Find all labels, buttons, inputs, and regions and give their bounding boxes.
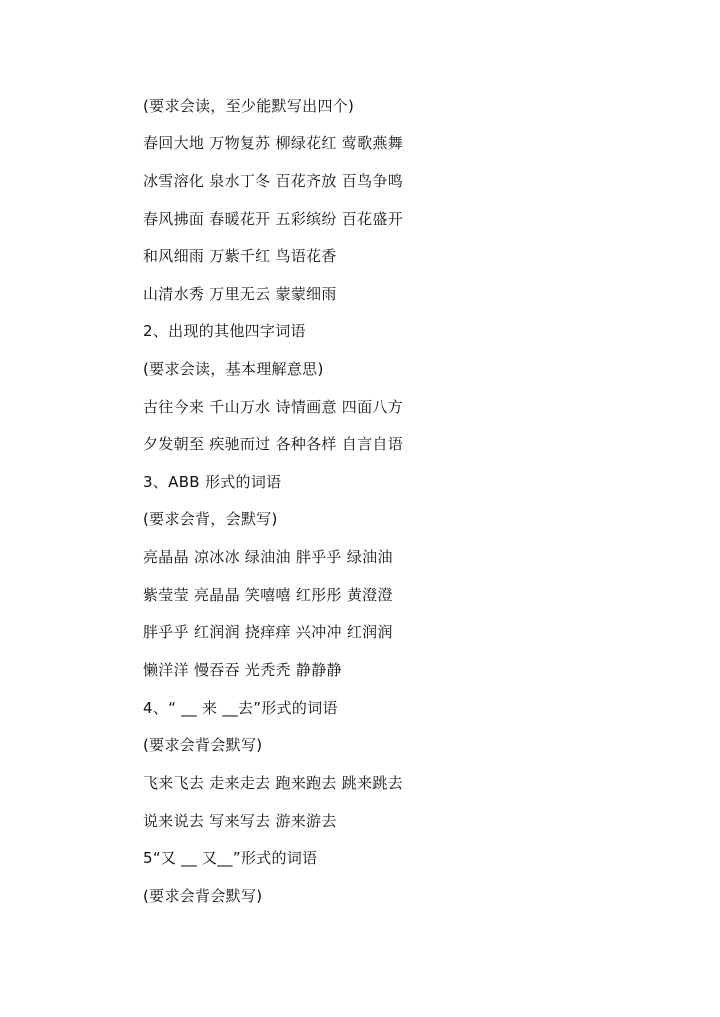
word-row-5: 山清水秀 万里无云 蒙蒙细雨: [143, 285, 337, 303]
section-heading-2: 2、出现的其他四字词语: [143, 322, 306, 340]
word-row-13: 说来说去 写来写去 游来游去: [143, 812, 337, 830]
requirement-note-2: (要求会读，基本理解意思): [143, 360, 324, 378]
section-heading-5: 5“又 __ 又__”形式的词语: [143, 849, 318, 867]
word-row-9: 紫莹莹 亮晶晶 笑嘻嘻 红彤彤 黄澄澄: [143, 586, 393, 604]
section-heading-3: 3、ABB 形式的词语: [143, 473, 282, 491]
requirement-note-4: (要求会背会默写): [143, 736, 263, 754]
requirement-note-1: (要求会读，至少能默写出四个): [143, 97, 355, 115]
word-row-3: 春风拂面 春暖花开 五彩缤纷 百花盛开: [143, 210, 404, 228]
word-row-6: 古往今来 千山万水 诗情画意 四面八方: [143, 398, 404, 416]
requirement-note-3: (要求会背，会默写): [143, 510, 278, 528]
word-row-2: 冰雪溶化 泉水丁冬 百花齐放 百鸟争鸣: [143, 172, 404, 190]
word-row-11: 懒洋洋 慢吞吞 光秃秃 静静静: [143, 661, 342, 679]
word-row-10: 胖乎乎 红润润 挠痒痒 兴冲冲 红润润: [143, 623, 393, 641]
word-row-4: 和风细雨 万紫千红 鸟语花香: [143, 247, 337, 265]
word-row-1: 春回大地 万物复苏 柳绿花红 莺歌燕舞: [143, 134, 404, 152]
word-row-8: 亮晶晶 凉冰冰 绿油油 胖乎乎 绿油油: [143, 548, 393, 566]
word-row-7: 夕发朝至 疾驰而过 各种各样 自言自语: [143, 435, 404, 453]
section-heading-4: 4、“ __ 来 __去”形式的词语: [143, 699, 338, 717]
requirement-note-5: (要求会背会默写): [143, 887, 263, 905]
word-row-12: 飞来飞去 走来走去 跑来跑去 跳来跳去: [143, 774, 404, 792]
